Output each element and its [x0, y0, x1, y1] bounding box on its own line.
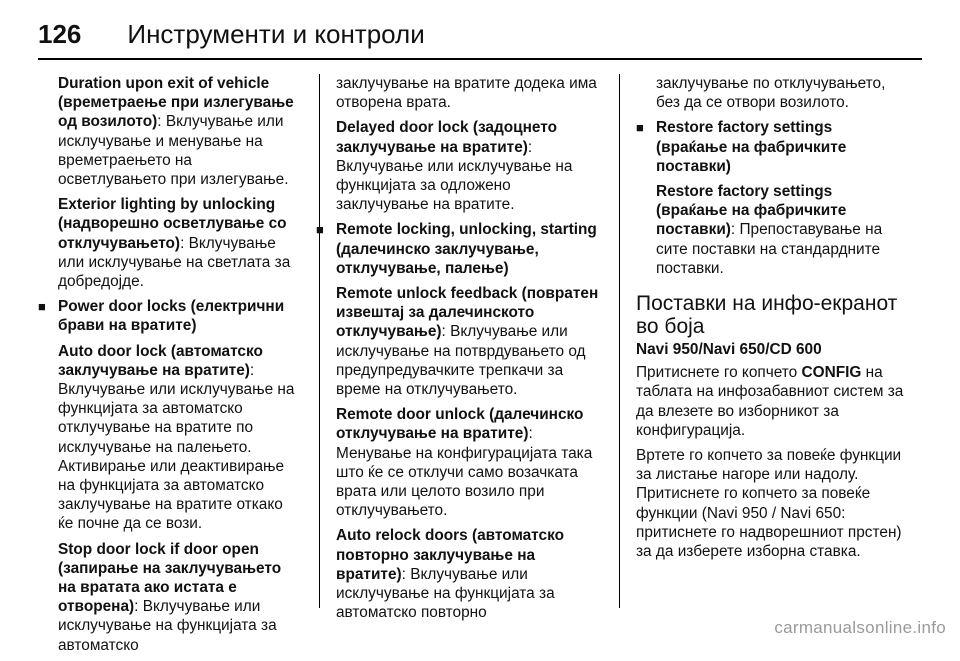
- paragraph-restore-factory: [636, 182, 904, 278]
- bullet-remote-locking: ■ Remote locking, unlocking, starting (далечинско заклучување, отклучување, палење): [316, 220, 606, 278]
- setting-description: : Вклучување или исклучување на светлата за добредојде.: [58, 234, 291, 291]
- column-divider-2: [619, 74, 620, 608]
- setting-title: Delayed door lock (задоцнето заклучување на вратите): [336, 119, 557, 156]
- setting-title: Auto door lock (автоматско заклучување на вратите): [58, 342, 263, 379]
- paragraph-remote-unlock-feedback: [336, 284, 606, 399]
- setting-title: Remote door unlock (далечинско отклучување на вратите): [336, 406, 584, 443]
- page-header: [38, 14, 425, 54]
- section-heading: Поставки на инфо-екранот во боја: [636, 292, 898, 339]
- paragraph-multifunction-knob: Вртете го копчето за повеќе функции за листање нагоре или надолу. Притиснете го копчето за повеќе функции (Navi 950 / Navi 650: притиснете го надворешниот прстен) за да изберете изборна ставка.: [636, 447, 902, 561]
- setting-title: Stop door lock if door open (запирање на заклучувањето на вратата ако истата е отворена): [58, 540, 282, 616]
- bullet-power-door-locks: ■ Power door locks (електрични брави на вратите): [38, 297, 298, 335]
- header-rule: [38, 58, 922, 60]
- paragraph-duration-exit: [38, 74, 298, 189]
- chapter-title: Инструменти и контроли: [127, 18, 425, 49]
- setting-description: : Вклучување или исклучување на функцијата за автоматско отклучување на вратите по исклучување на палењето. Активирање или деактивирање на функцијата за автоматско заклучување на вратите откако ќе почне да се вози.: [58, 361, 295, 533]
- setting-description: : Вклучување или исклучување на потврдувањето од предупредувачките трепкачи за време на отклучувањето.: [336, 323, 586, 399]
- text: на таблата на инфозабавниот систем за да влезете во изборникот за конфигурација.: [636, 364, 904, 439]
- setting-title: Exterior lighting by unlocking (надворешно осветлување со отклучувањето): [58, 196, 287, 252]
- config-key-label: CONFIG: [801, 364, 862, 382]
- paragraph-auto-door-lock: [38, 342, 298, 534]
- bullet-restore-factory: ■ Restore factory settings (враќање на фабричките поставки): [636, 118, 904, 176]
- watermark: carmanualsonline.info: [774, 618, 946, 637]
- section-subheading: Navi 950/Navi 650/CD 600: [636, 341, 822, 359]
- setting-description: : Менување на конфигурацијата така што ќе се отклучи само возачката врата или целото возило при отклучувањето.: [336, 425, 593, 520]
- paragraph-config: [636, 363, 904, 440]
- setting-description: : Вклучување или исклучување на функцијата за одложено заклучување на вратите.: [336, 138, 573, 214]
- column-3: [636, 74, 904, 567]
- setting-description: : Вклучување или исклучување на функцијата за автоматско повторно: [336, 565, 555, 622]
- paragraph-auto-relock: [336, 526, 606, 622]
- column-2: [336, 74, 606, 628]
- column-1: [38, 74, 298, 661]
- paragraph-exterior-lighting: [38, 195, 298, 291]
- paragraph-continued: заклучување по отклучувањето, без да се отвори возилото.: [656, 75, 886, 112]
- text: Притиснете го копчето: [636, 364, 802, 382]
- setting-description: : Вклучување или исклучување и менување на времетраењето на осветлувањето при излегување.: [58, 113, 289, 189]
- setting-title: Remote unlock feedback (повратен извештај за далечинското отклучување): [336, 285, 599, 341]
- column-divider-1: [319, 74, 320, 608]
- setting-description: : Вклучување или исклучување на функцијата за автоматско: [58, 598, 277, 654]
- setting-description: : Препоставување на сите поставки на стандардните поставки.: [656, 221, 883, 277]
- setting-title: Restore factory settings (враќање на фабричките поставки): [656, 183, 847, 239]
- setting-title: Auto relock doors (автоматско повторно заклучување на вратите): [336, 527, 564, 583]
- paragraph-delayed-door-lock: [336, 118, 606, 214]
- setting-title: Duration upon exit of vehicle (времетраење при излегување од возилото): [58, 75, 294, 131]
- page-number: 126: [38, 18, 82, 49]
- paragraph-remote-door-unlock: [336, 405, 606, 520]
- paragraph-stop-door-lock: [38, 540, 298, 655]
- paragraph-continued: заклучување на вратите додека има отворена врата.: [336, 75, 597, 112]
